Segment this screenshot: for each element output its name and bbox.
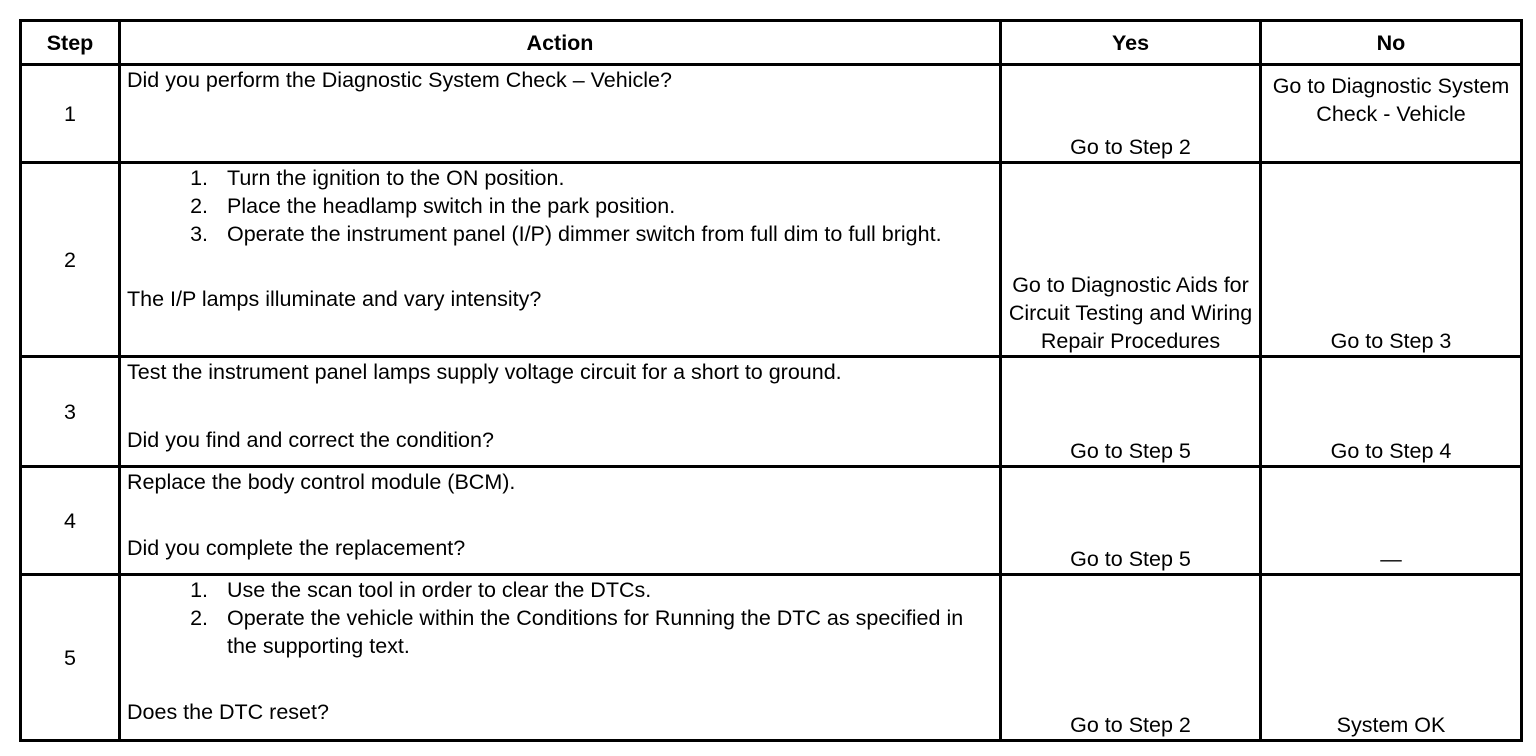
- step-number: 2: [21, 163, 120, 357]
- step-number: 1: [21, 65, 120, 163]
- list-item-text: Operate the vehicle within the Conditions for Running the DTC as specified in the supporting text.: [227, 606, 964, 658]
- list-item-number: 2.: [190, 606, 208, 630]
- yes-cell: Go to Diagnostic Aids for Circuit Testing and Wiring Repair Procedures: [1001, 163, 1261, 357]
- yes-cell: Go to Step 5: [1001, 467, 1261, 575]
- list-item-text: Use the scan tool in order to clear the DTCs.: [227, 578, 652, 602]
- table-row: [21, 163, 1522, 357]
- list-item-number: 3.: [190, 222, 208, 246]
- diagnostic-table: [19, 19, 1523, 742]
- action-question: Does the DTC reset?: [127, 700, 329, 724]
- action-question: Did you find and correct the condition?: [127, 428, 494, 452]
- list-item-number: 1.: [190, 166, 208, 190]
- no-cell: —: [1261, 467, 1522, 575]
- no-cell: System OK: [1261, 575, 1522, 741]
- no-cell: Go to Diagnostic System Check - Vehicle: [1261, 65, 1522, 163]
- table-row: [21, 575, 1522, 741]
- step-number: 3: [21, 357, 120, 467]
- yes-cell: Go to Step 5: [1001, 357, 1261, 467]
- yes-cell: Go to Step 2: [1001, 65, 1261, 163]
- header-yes: Yes: [1001, 21, 1261, 65]
- no-cell: Go to Step 4: [1261, 357, 1522, 467]
- action-question: Did you complete the replacement?: [127, 536, 466, 560]
- table-row: [21, 467, 1522, 575]
- action-cell: [120, 467, 1001, 575]
- step-number: 5: [21, 575, 120, 741]
- header-action: Action: [120, 21, 1001, 65]
- action-cell: [120, 163, 1001, 357]
- list-item-text: Operate the instrument panel (I/P) dimmer switch from full dim to full bright.: [227, 222, 942, 246]
- table-row: [21, 65, 1522, 163]
- action-text: Test the instrument panel lamps supply voltage circuit for a short to ground.: [127, 360, 842, 384]
- step-number: 4: [21, 467, 120, 575]
- list-item: [127, 220, 993, 248]
- action-cell: [120, 65, 1001, 163]
- list-item: [127, 164, 993, 192]
- header-step: Step: [21, 21, 120, 65]
- no-cell: Go to Step 3: [1261, 163, 1522, 357]
- action-text: Did you perform the Diagnostic System Check – Vehicle?: [127, 68, 672, 92]
- action-steps-list: [127, 576, 993, 660]
- action-text: Replace the body control module (BCM).: [127, 470, 516, 494]
- list-item-text: Turn the ignition to the ON position.: [227, 166, 565, 190]
- table-row: [21, 357, 1522, 467]
- list-item: [127, 192, 993, 220]
- header-no: No: [1261, 21, 1522, 65]
- list-item: [127, 576, 993, 604]
- list-item-number: 1.: [190, 578, 208, 602]
- action-steps-list: [127, 164, 993, 248]
- action-cell: [120, 575, 1001, 741]
- action-cell: [120, 357, 1001, 467]
- yes-cell: Go to Step 2: [1001, 575, 1261, 741]
- action-question: The I/P lamps illuminate and vary intensity?: [127, 287, 542, 311]
- header-row: [21, 21, 1522, 65]
- list-item: [127, 604, 993, 660]
- list-item-text: Place the headlamp switch in the park position.: [227, 194, 676, 218]
- list-item-number: 2.: [190, 194, 208, 218]
